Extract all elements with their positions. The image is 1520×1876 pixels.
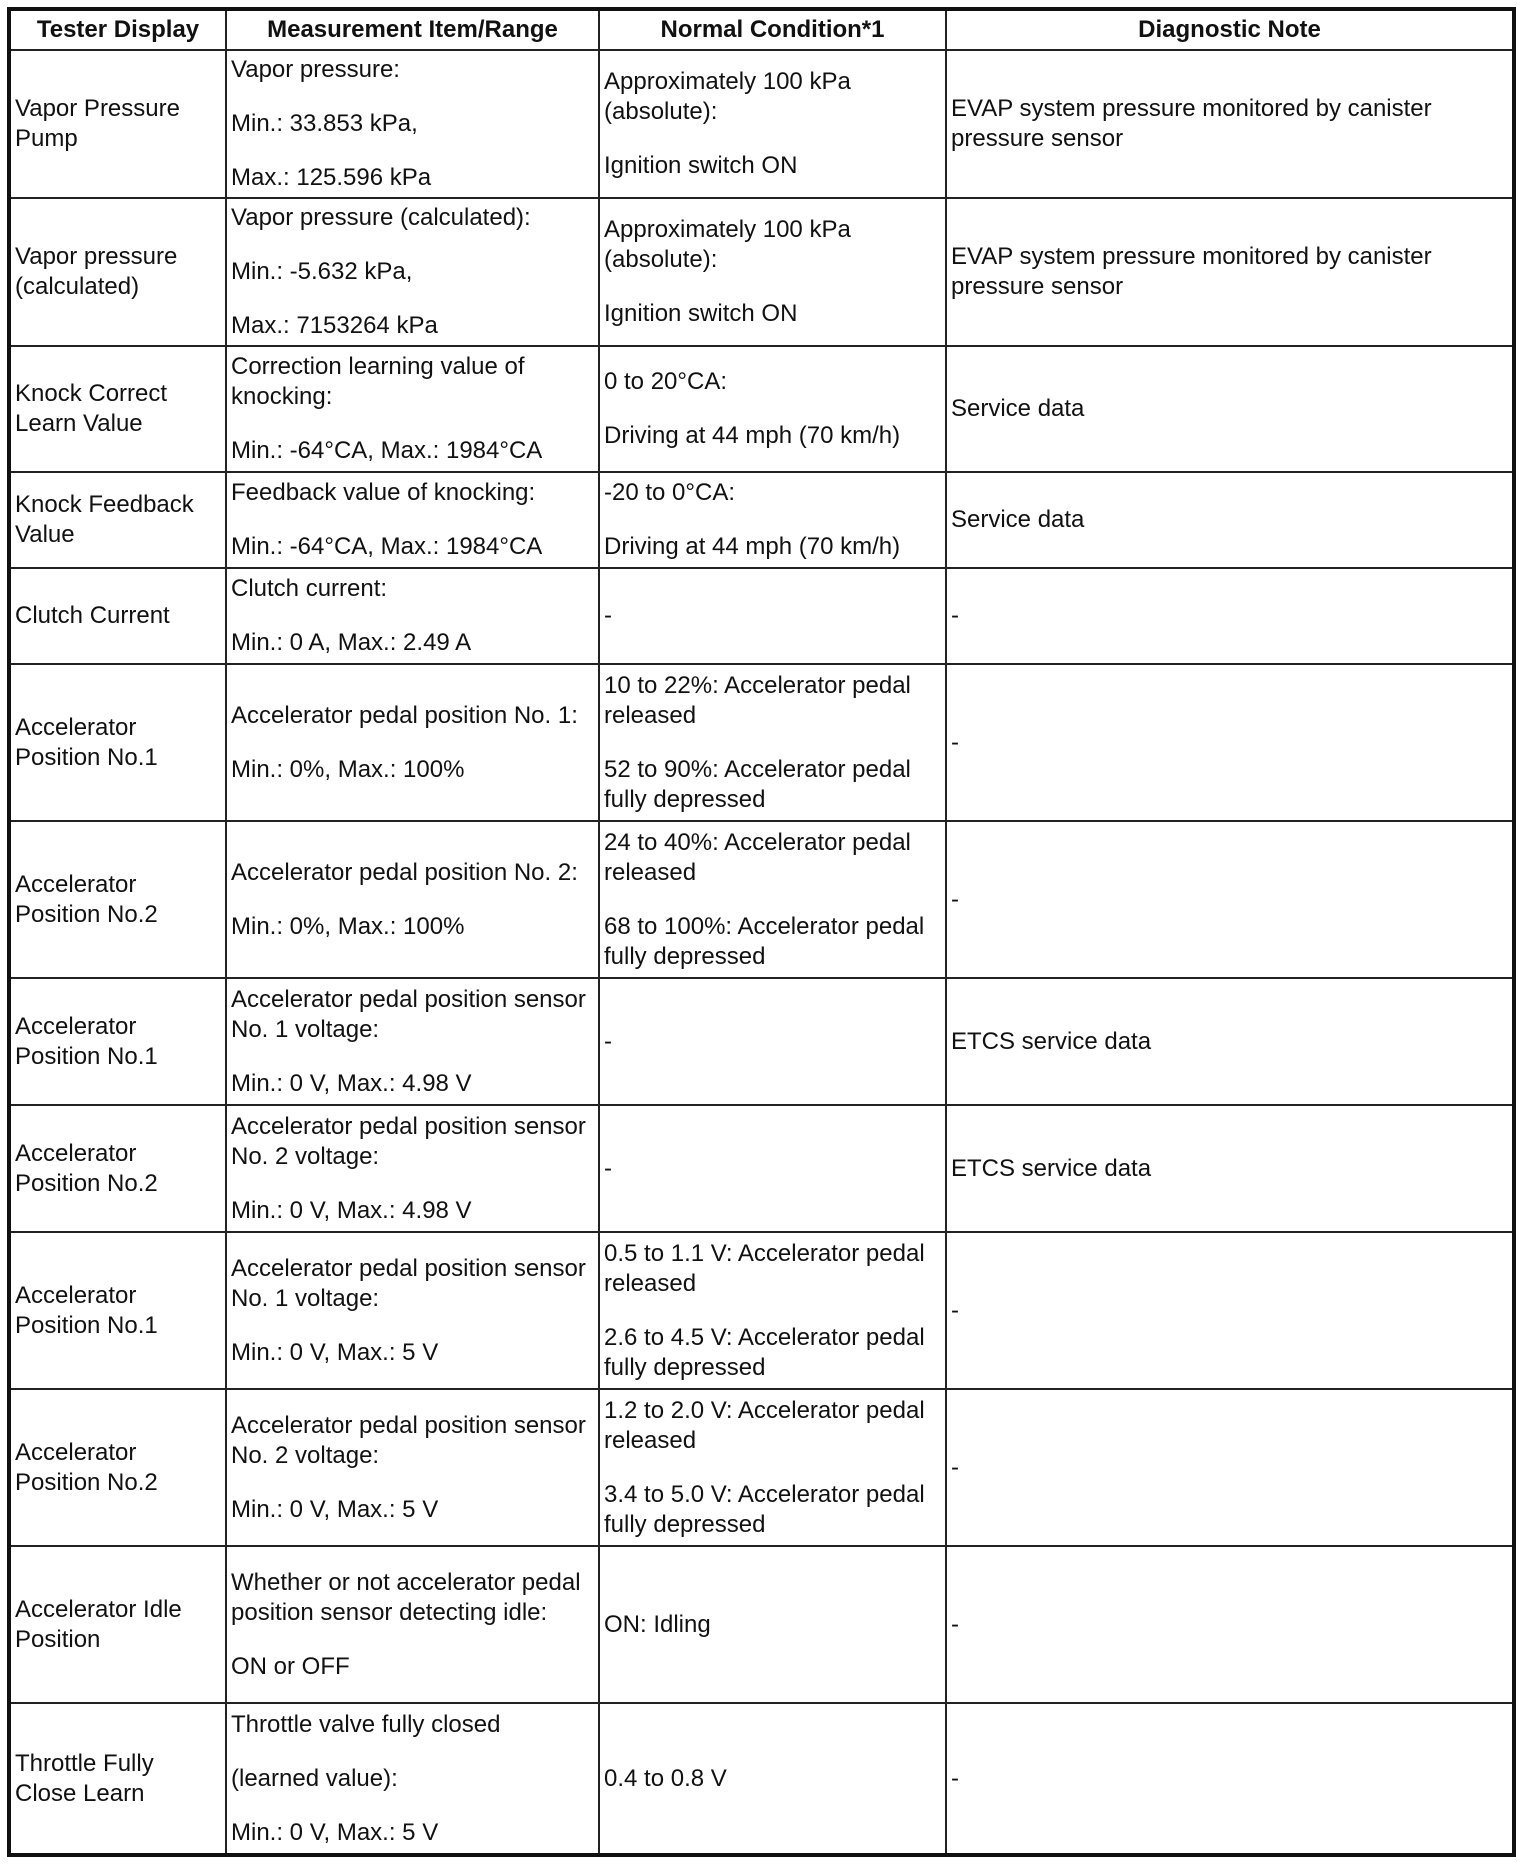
table-row [9, 978, 1514, 1105]
tester-display-cell: Accelerator Idle Position [9, 1546, 226, 1703]
measurement-range-cell: Accelerator pedal position sensor No. 2 voltage: Min.: 0 V, Max.: 5 V [226, 1389, 599, 1546]
diagnostic-note-cell: Service data [946, 346, 1514, 472]
measurement-range-cell: Throttle valve fully closed (learned value): Min.: 0 V, Max.: 5 V [226, 1703, 599, 1855]
normal-condition-cell: - [599, 568, 946, 664]
tester-display-cell: Accelerator Position No.2 [9, 821, 226, 978]
table-row [9, 1389, 1514, 1546]
tester-display-cell: Accelerator Position No.2 [9, 1389, 226, 1546]
normal-condition-cell: 1.2 to 2.0 V: Accelerator pedal released 3.4 to 5.0 V: Accelerator pedal fully depressed [599, 1389, 946, 1546]
tester-display-cell: Throttle Fully Close Learn [9, 1703, 226, 1855]
tester-display-cell: Knock Feedback Value [9, 472, 226, 568]
tester-display-cell: Accelerator Position No.2 [9, 1105, 226, 1232]
tester-display-cell: Clutch Current [9, 568, 226, 664]
diagnostic-note-cell: - [946, 1703, 1514, 1855]
normal-condition-cell: 0.4 to 0.8 V [599, 1703, 946, 1855]
diagnostic-note-cell: ETCS service data [946, 1105, 1514, 1232]
header-measurement-item-range: Measurement Item/Range [226, 9, 599, 50]
normal-condition-cell: Approximately 100 kPa (absolute): Ignition switch ON [599, 198, 946, 346]
measurement-range-cell: Accelerator pedal position No. 2: Min.: 0%, Max.: 100% [226, 821, 599, 978]
normal-condition-cell: - [599, 978, 946, 1105]
table-row [9, 1105, 1514, 1232]
normal-condition-cell: 10 to 22%: Accelerator pedal released 52 to 90%: Accelerator pedal fully depressed [599, 664, 946, 821]
table-body [9, 50, 1514, 1855]
table-row [9, 472, 1514, 568]
measurement-range-cell: Vapor pressure (calculated): Min.: -5.632 kPa, Max.: 7153264 kPa [226, 198, 599, 346]
table-row [9, 821, 1514, 978]
tester-display-cell: Accelerator Position No.1 [9, 664, 226, 821]
table-row [9, 1703, 1514, 1855]
table-row [9, 568, 1514, 664]
measurement-range-cell: Vapor pressure: Min.: 33.853 kPa, Max.: 125.596 kPa [226, 50, 599, 198]
diagnostic-note-cell: ETCS service data [946, 978, 1514, 1105]
tester-display-cell: Vapor pressure (calculated) [9, 198, 226, 346]
table-header-row [9, 9, 1514, 50]
measurement-range-cell: Accelerator pedal position sensor No. 1 voltage: Min.: 0 V, Max.: 5 V [226, 1232, 599, 1389]
tester-display-cell: Accelerator Position No.1 [9, 978, 226, 1105]
normal-condition-cell: -20 to 0°CA: Driving at 44 mph (70 km/h) [599, 472, 946, 568]
normal-condition-cell: 0.5 to 1.1 V: Accelerator pedal released 2.6 to 4.5 V: Accelerator pedal fully depressed [599, 1232, 946, 1389]
table-row [9, 50, 1514, 198]
header-normal-condition: Normal Condition*1 [599, 9, 946, 50]
normal-condition-cell: 24 to 40%: Accelerator pedal released 68 to 100%: Accelerator pedal fully depressed [599, 821, 946, 978]
diagnostic-note-cell: EVAP system pressure monitored by canister pressure sensor [946, 198, 1514, 346]
diagnostic-note-cell: EVAP system pressure monitored by canister pressure sensor [946, 50, 1514, 198]
normal-condition-cell: 0 to 20°CA: Driving at 44 mph (70 km/h) [599, 346, 946, 472]
normal-condition-cell: Approximately 100 kPa (absolute): Ignition switch ON [599, 50, 946, 198]
diagnostic-note-cell: - [946, 664, 1514, 821]
header-diagnostic-note: Diagnostic Note [946, 9, 1514, 50]
data-list-table [7, 7, 1516, 1857]
measurement-range-cell: Whether or not accelerator pedal position sensor detecting idle: ON or OFF [226, 1546, 599, 1703]
diagnostic-note-cell: - [946, 1389, 1514, 1546]
table-row [9, 1232, 1514, 1389]
table-row [9, 346, 1514, 472]
measurement-range-cell: Feedback value of knocking: Min.: -64°CA, Max.: 1984°CA [226, 472, 599, 568]
diagnostic-note-cell: - [946, 1546, 1514, 1703]
header-tester-display: Tester Display [9, 9, 226, 50]
diagnostic-note-cell: - [946, 568, 1514, 664]
diagnostic-note-cell: - [946, 821, 1514, 978]
diagnostic-table-page [7, 7, 1512, 1857]
diagnostic-note-cell: - [946, 1232, 1514, 1389]
measurement-range-cell: Accelerator pedal position sensor No. 2 voltage: Min.: 0 V, Max.: 4.98 V [226, 1105, 599, 1232]
table-row [9, 664, 1514, 821]
measurement-range-cell: Accelerator pedal position sensor No. 1 voltage: Min.: 0 V, Max.: 4.98 V [226, 978, 599, 1105]
table-row [9, 198, 1514, 346]
measurement-range-cell: Correction learning value of knocking: Min.: -64°CA, Max.: 1984°CA [226, 346, 599, 472]
measurement-range-cell: Clutch current: Min.: 0 A, Max.: 2.49 A [226, 568, 599, 664]
measurement-range-cell: Accelerator pedal position No. 1: Min.: 0%, Max.: 100% [226, 664, 599, 821]
normal-condition-cell: ON: Idling [599, 1546, 946, 1703]
tester-display-cell: Vapor Pressure Pump [9, 50, 226, 198]
table-row [9, 1546, 1514, 1703]
tester-display-cell: Accelerator Position No.1 [9, 1232, 226, 1389]
diagnostic-note-cell: Service data [946, 472, 1514, 568]
tester-display-cell: Knock Correct Learn Value [9, 346, 226, 472]
normal-condition-cell: - [599, 1105, 946, 1232]
